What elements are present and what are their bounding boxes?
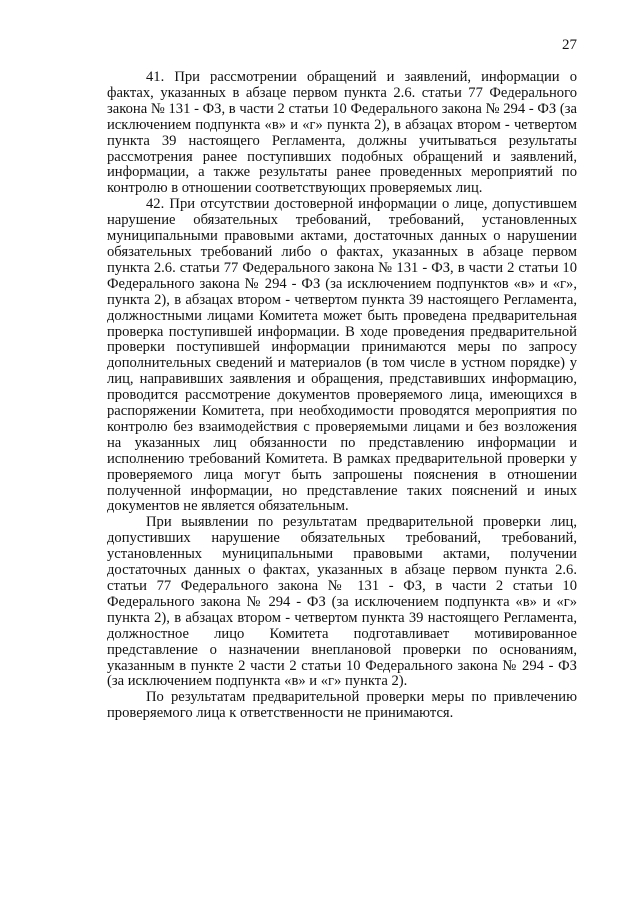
paragraph-42-final: По результатам предварительной проверки меры по привлечению проверяемого лица к ответственности не принимаются. (107, 689, 577, 722)
paragraph-42-continued: При выявлении по результатам предварительной проверки лиц, допустивших нарушение обязательных требований, требований, установленных муниципальными правовыми актами, получении достаточных данных о фактах, указанных в абзаце первом пункта 2.6. статьи 77 Федерального закона № 131 - ФЗ, в части 2 статьи 10 Федерального закона № 294 - ФЗ (за исключением подпункта «в» и «г» пункта 2), в абзацах втором - четвертом пункта 39 настоящего Регламента, должностное лицо Комитета подготавливает мотивированное представление о назначении внеплановой проверки по основаниям, указанным в пункте 2 части 2 статьи 10 Федерального закона № 294 - ФЗ (за исключением подпункта «в» и «г» пункта 2). (107, 514, 577, 690)
page-number: 27 (562, 37, 577, 53)
paragraph-42: 42. При отсутствии достоверной информации о лице, допустившем нарушение обязательных требований, требований, установленных муниципальными правовыми актами, достаточных данных о нарушении обязательных требований либо о фактах, указанных в абзаце первом пункта 2.6. статьи 77 Федерального закона № 131 - ФЗ, в части 2 статьи 10 Федерального закона № 294 - ФЗ (за исключением подпунктов «в» и «г», пункта 2), в абзацах втором - четвертом пункта 39 настоящего Регламента, должностными лицами Комитета может быть проведена предварительная проверка поступившей информации. В ходе проведения предварительной проверки поступившей информации принимаются меры по запросу дополнительных сведений и материалов (в том числе в устном порядке) у лиц, направивших заявления и обращения, представивших информацию, проводится рассмотрение документов проверяемого лица, имеющихся в распоряжении Комитета, при необходимости проводятся мероприятия по контролю без взаимодействия с проверяемыми лицами и без возложения на указанных лиц обязанности по представлению информации и исполнению требований Комитета. В рамках предварительной проверки у проверяемого лица могут быть запрошены пояснения в отношении полученной информации, но представление таких пояснений и иных документов не является обязательным. (107, 196, 577, 515)
paragraph-41: 41. При рассмотрении обращений и заявлений, информации о фактах, указанных в абзаце первом пункта 2.6. статьи 77 Федерального закона № 131 - ФЗ, в части 2 статьи 10 Федерального закона № 294 - ФЗ (за исключением подпункта «в» и «г» пункта 2), в абзацах втором - четвертом пункта 39 настоящего Регламента, должны учитываться результаты рассмотрения ранее поступивших подобных обращений и заявлений, информации, а также результаты ранее проведенных мероприятий по контролю в отношении соответствующих проверяемых лиц. (107, 69, 577, 197)
document-body (107, 70, 577, 722)
